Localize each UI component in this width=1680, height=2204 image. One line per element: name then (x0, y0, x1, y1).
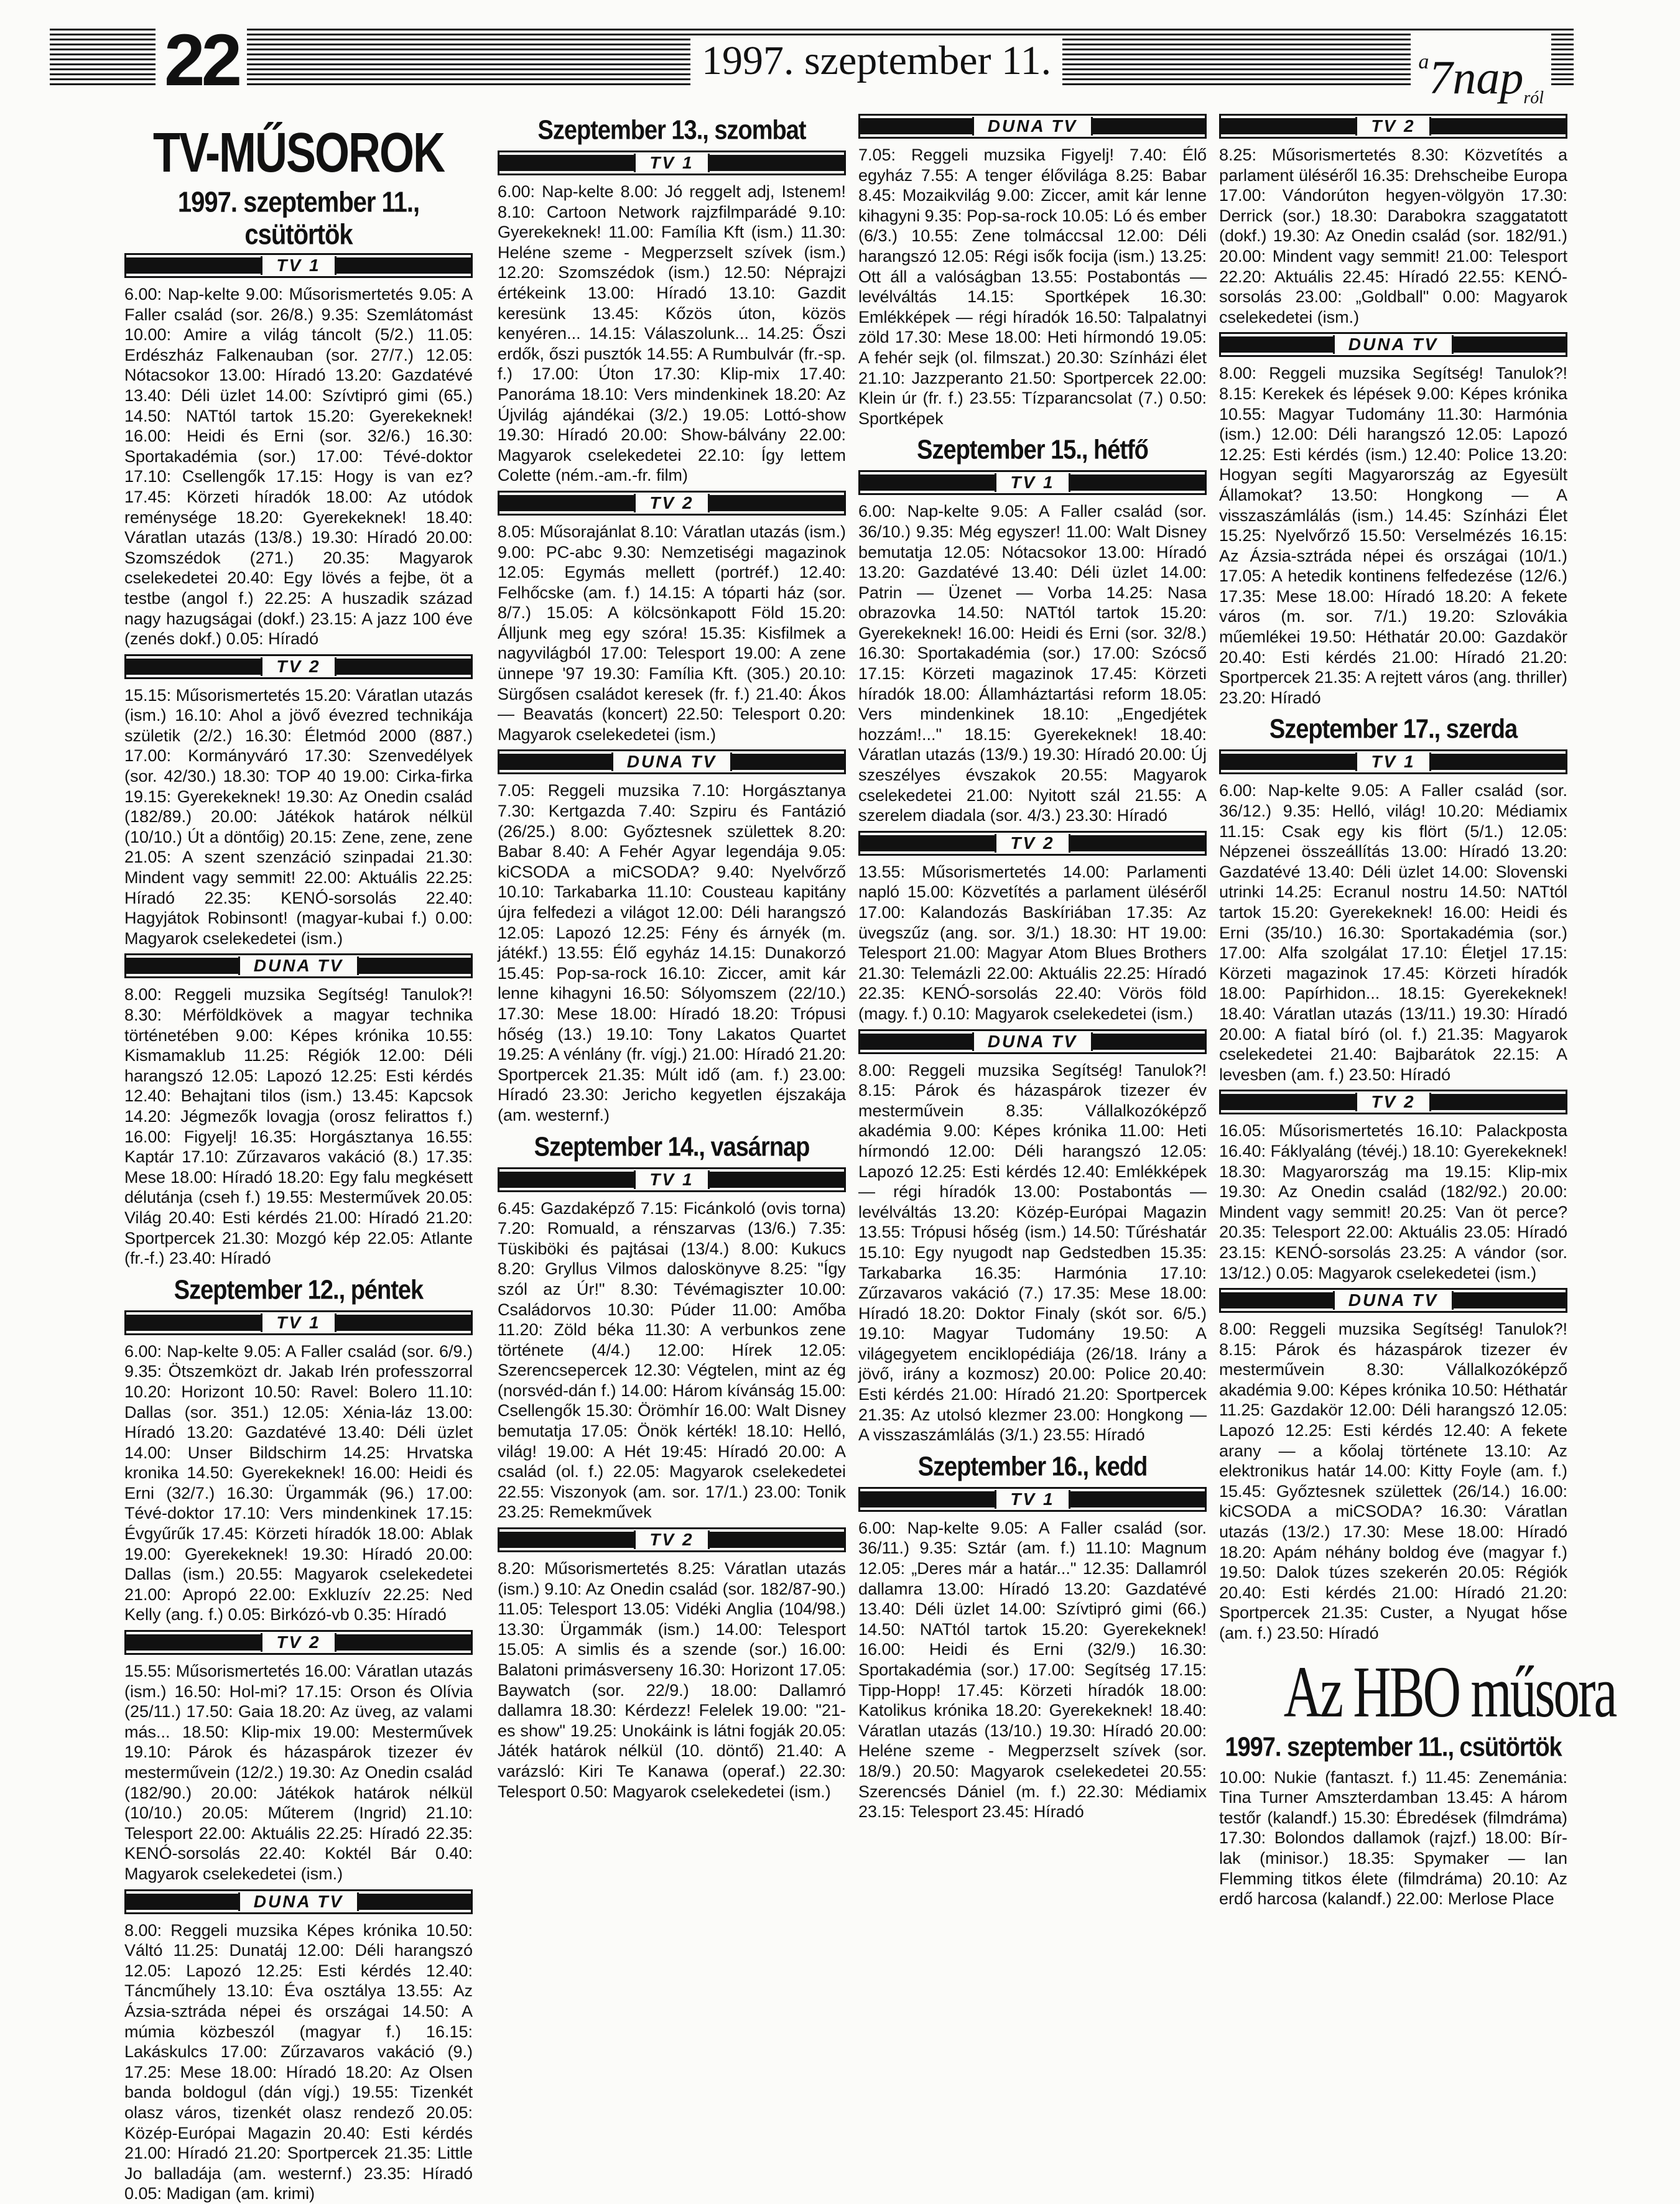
channel-header-tv1: TV 1 (498, 1167, 846, 1192)
listing-duna-sep-12: 8.00: Reggeli muzsika Képes krónika 10.50: Váltó 11.25: Dunatáj 12.00: Déli harangszó 12.05: Lapozó 12.25: Esti kérdés 12.40: Táncműhely 13.10: Éva osztálya 13.55: Az Ázsia-sztráda népei és országai 14.50: A múmia közbeszól (magyar f.) 16.15: Lakáskulcs 17.00: Zűrzavaros vakáció (9.) 17.25: Mese 18.00: Híradó 18.20: Az Olsen banda boldogul (dán vígj.) 19.55: Tizenkét olasz város, tizenkét olasz rendező 20.05: Közép-Európai Magazin 20.40: Esti kérdés 21.00: Híradó 21.20: Sportpercek 21.35: Little Jo balladája (am. westernf.) 23.35: Híradó 0.05: Madigan (am. krimi) (124, 1920, 473, 2203)
column-3 (858, 109, 1207, 2161)
channel-header-tv1: TV 1 (124, 1310, 473, 1335)
listing-tv2-sep-14: 8.20: Műsorismertetés 8.25: Váratlan utazás (ism.) 9.10: Az Onedin család (sor. 182/87-90.) 11.05: Telesport 13.05: Vidéki Anglia (104/98.) 13.30: Ürgammák (ism.) 14.00: Telesport 15.05: A simlis és a szende (sor.) 16.00: Balatoni primásverseny 16.30: Horizont 17.05: Baywatch (sor. 22/9.) 18.00: Dallamró dallamra 18.30: Kérdezz! Felelek 19.00: "21-es show" 19.25: Unokáink is látni fogják 20.05: Játék határok nélkül (10. döntő) 21.40: A varázsló: Kiri Te Kanawa (operaf.) 22.30: Telesport 0.50: Magyarok cselekedetei (ism.) (498, 1559, 846, 1801)
channel-header-duna: DUNA TV (858, 114, 1207, 139)
day-heading-sep-17: Szeptember 17., szerda (1269, 715, 1518, 745)
listing-tv1-sep-16: 6.00: Nap-kelte 9.05: A Faller család (sor. 36/11.) 9.35: Sztár (am. f.) 11.10: Magnum 12.05: „Deres már a határ..." 12.35: Dallamról dallamra 13.00: Híradó 13.20: Gazdatévé 13.40: Déli üzlet 14.00: Szívtipró gimi (66.) 14.50: NATtól tartok 15.20: Gyerekeknek! 16.00: Heidi és Erni (32/9.) 16.30: Sportakadémia (sor.) 17.00: Segítség 17.15: Tipp-Hopp! 17.45: Körzeti híradók 18.00: Katolikus krónika 18.20: Gyerekeknek! 18.40: Váratlan utazás (13/10.) 19.30: Híradó 20.00: Heléne szeme - Megperzselt szívek (sor. 18/9.) 20.50: Magyarok cselekedetei 20.55: Szerencsés Dániel (m. f.) 22.30: Médiamix 23.15: Telesport 23.45: Híradó (858, 1518, 1207, 1822)
column-4 (1219, 109, 1616, 2161)
page-title: TV-MŰSOROK (152, 122, 444, 184)
publication-logo (1411, 32, 1551, 108)
channel-header-duna: DUNA TV (498, 749, 846, 774)
day-heading-sep-13: Szeptember 13., szombat (537, 115, 806, 146)
channel-header-tv2: TV 2 (124, 654, 473, 679)
listing-duna-sep-17: 8.00: Reggeli muzsika Segítség! Tanulok?! 8.15: Párok és házaspárok tizezer év mesterművein 8.30: Vállalkozóképző akadémia 9.00: Képes krónika 10.50: Héthatár 11.25: Gazdakör 12.00: Déli harangszó 12.05: Lapozó 12.25: Esti kérdés 12.40: A fekete arany — a kőolaj története 13.10: Az elektronikus határ 14.00: Kitty Foyle (am. f.) 15.45: Győztesnek születtek (26/14.) 16.00: kiCSODA a miCSODA? 16.30: Váratlan utazás (13/2.) 17.30: Mese 18.00: Híradó 18.20: Apám néhány boldog éve (magyar f.) 19.50: Dalok túzes szekerén 20.05: Régiók 20.40: Esti kérdés 21.00: Híradó 21.20: Sportpercek 21.35: Custer, a Nyugat hőse (am. f.) 23.50: Híradó (1219, 1320, 1567, 1642)
column-1 (124, 109, 473, 2203)
channel-header-tv1: TV 1 (124, 253, 473, 278)
column-2 (498, 109, 846, 2161)
day-heading-sep-16: Szeptember 16., kedd (917, 1452, 1148, 1482)
channel-header-tv1: TV 1 (858, 1487, 1207, 1512)
channel-header-duna: DUNA TV (1219, 1288, 1567, 1313)
listing-tv1-sep-11: 6.00: Nap-kelte 9.00: Műsorismertetés 9.05: A Faller család (sor. 26/8.) 9.35: Szemlátomást 10.00: Amire a világ táncolt (5/2.) 11.05: Erdészház Falkenauban (sor. 27/7.) 12.05: Nótacsokor 13.00: Híradó 13.20: Gazdatévé 13.40: Déli üzlet 14.00: Szívtipró gimi (65.) 14.50: NATtól tartok 15.20: Gyerekeknek! 16.00: Heidi és Erni (sor. 32/6.) 16.30: Sportakadémia (sor.) 17.00: Tévé-doktor 17.10: Csellengők 17.15: Hogy is van ez? 17.45: Körzeti híradók 18.00: Az utódok reménysége 18.20: Gyerekeknek! 18.40: Váratlan utazás (13/8.) 19.30: Híradó 20.00: Szomszédok (271.) 20.35: Magyarok cselekedetei 20.40: Egy lövés a fejbe, öt a testbe (angol f.) 22.25: A huszadik század nagy hazugságai (dokf.) 23.15: A jazz 100 éve (zenés dokf.) 0.05: Híradó (124, 285, 473, 649)
issue-date: 1997. szeptember 11. (690, 36, 1062, 86)
channel-header-tv1: TV 1 (858, 470, 1207, 495)
listing-duna-sep-16: 8.00: Reggeli muzsika Segítség! Tanulok?! 8.15: Kerekek és lépések 9.00: Képes krónika 10.55: Magyar Tudomány 11.30: Harmónia (ism.) 12.00: Déli harangszó 12.05: Lapozó 12.25: Esti kérdés (ism.) 12.40: Police 13.20: Hogyan segíti Magyarország az Egyesült Államokat? 13.50: Hongkong — A visszaszámlálás (ism.) 14.45: Színházi Élet 15.25: Nyelvőrző 15.50: Verselmézés 16.15: Az Ázsia-sztráda népei és országai (10/1.) 17.05: A hetedik kontinens felfedezése (12/6.) 17.35: Mese 18.00: Híradó 18.20: A fekete város (m. sor. 7/1.) 19.20: Szlovákia műemlékei 19.50: Héthatár 20.00: Gazdakör 20.40: Esti kérdés 21.00: Híradó 21.20: Sportpercek 21.35: A rejtett város (ang. thriller) 23.20: Híradó (1219, 364, 1567, 707)
page-number: 22 (155, 24, 247, 97)
day-heading-sep-12: Szeptember 12., péntek (174, 1275, 424, 1305)
channel-header-duna: DUNA TV (1219, 332, 1567, 357)
hbo-title: Az HBO műsora (1283, 1651, 1616, 1733)
channel-header-tv2: TV 2 (498, 1527, 846, 1552)
listing-duna-sep-15: 8.00: Reggeli muzsika Segítség! Tanulok?! 8.15: Párok és házaspárok tizezer év mesterművein 8.35: Vállalkozóképző akadémia 9.00: Képes krónika 11.00: Heti hírmondó 12.00: Déli harangszó 12.05: Lapozó 12.25: Esti kérdés 12.40: Emlékképek — régi híradók 13.00: Postabontás — levélváltás 13.20: Közép-Európai Magazin 13.55: Trópusi hőség (ism.) 14.50: Tűréshatár 15.10: Egy nyugodt nap Gedstedben 15.35: Tarkabarka 16.35: Harmónia 17.10: Zűrzavaros vakáció (7.) 17.35: Mese 18.00: Híradó 18.20: Doktor Finaly (skót sor. 6/5.) 19.10: Magyar Tudomány 19.50: A világegyetem enciklopédiája (26/18. Irány a jövő, irány a kozmosz) 20.00: Police 20.40: Esti kérdés 21.00: Híradó 21.20: Sportpercek 21.35: Az utolsó klezmer 23.00: Hongkong — A visszaszámlálás (3/1.) 23.55: Híradó (858, 1060, 1207, 1445)
listing-tv1-sep-17: 6.00: Nap-kelte 9.05: A Faller család (sor. 36/12.) 9.35: Helló, világ! 10.20: Médiamix 11.15: Csak egy kis flört (5/1.) 12.05: Népzenei összeállítás 13.00: Híradó 13.20: Gazdatévé 13.40: Déli üzlet 14.00: Slovenski utrinki 14.25: Ecranul nostru 14.50: NATtól tartok 15.20: Gyerekeknek! 16.00: Heidi és Erni (35/10.) 16.30: Sportakadémia (sor.) 17.00: Alfa szolgálat 17.10: Életjel 17.15: Körzeti magazinok 17.45: Körzeti híradók 18.00: Papírhidon... 18.15: Gyerekeknek! 18.40: Váratlan utazás (13/11.) 19.30: Híradó 20.00: A fiatal bíró (ol. f.) 21.35: Magyarok cselekedetei 21.40: Bajbarátok 22.15: A levesben (am. f.) 23.50: Híradó (1219, 781, 1567, 1084)
channel-header-duna: DUNA TV (858, 1029, 1207, 1054)
listing-duna-sep-13: 7.05: Reggeli muzsika 7.10: Horgásztanya 7.30: Kertgazda 7.40: Szpiru és Fantázió (26/25.) 8.00: Győztesnek születtek 8.20: Babar 8.40: A Fehér Agyar legendája 9.05: kiCSODA a miCSODA? 9.40: Nyelvőrző 10.10: Tarkabarka 11.10: Cousteau kapitány újra felfedezi a világot 12.00: Déli harangszó 12.05: Lapozó 12.25: Fény és árnyék (m. játékf.) 13.55: Élő egyház 14.15: Dunakorzó 15.45: Pop-sa-rock 16.10: Ziccer, amit kár lenne kihagyni 16.50: Sólyomszem (22/10.) 17.30: Mese 18.00: Híradó 18.20: Trópusi hőség (13.) 19.10: Tony Lakatos Quartet 19.25: A vénlány (fr. vígj.) 21.00: Híradó 21.20: Sportpercek 21.35: Múlt idő (am. f.) 23.00: Híradó 23.30: Jericho kegyetlen éjszakája (am. westernf.) (498, 781, 846, 1124)
listing-tv1-sep-14: 6.45: Gazdaképző 7.15: Ficánkoló (ovis torna) 7.20: Romuald, a rénszarvas (13/6.) 7.35: Tüskiböki és pajtásai (13/4.) 8.00: Kukucs 8.20: Gryllus Vilmos daloskönyve 8.25: "Így szól az Úr!" 8.30: Tévémagiszter 10.00: Családorvos 10.30: Púder 11.00: Amőba 11.20: Zöld béka 11.30: A verbunkos zene története (4/4.) 12.00: Hírek 12.05: Szerencsepercek 12.30: Végtelen, mint az ég (norsvéd-dán f.) 14.00: Három kívánság 15.00: Csellengők 15.30: Örömhír 16.00: Walt Disney bemutatja 17.05: Önök kérték! 18.10: Helló, világ! 19.00: A Hét 19:45: Híradó 20.00: A család (ol. f.) 22.05: Magyarok cselekedetei 22.55: Viszonyok (am. sor. 17/1.) 23.00: Tonik 23.25: Remekművek (498, 1198, 846, 1522)
listing-duna-sep-11: 8.00: Reggeli muzsika Segítség! Tanulok?! 8.30: Mérföldkövek a magyar technika történetében 9.00: Képes krónika 10.55: Kismamaklub 11.25: Régiók 12.00: Déli harangszó 12.05: Lapozó 12.25: Esti kérdés 12.40: Behajtani tilos (ism.) 13.45: Kapcsok 14.20: Jégmezők lovagja (orosz felirattos f.) 16.00: Figyelj! 16.35: Horgásztanya 16.55: Kaptár 17.10: Zűrzavaros vakáció (8.) 17.35: Mese 18.00: Híradó 18.20: Egy falu megkésett délutánja (cseh f.) 19.55: Mesterművek 20.05: Világ 20.40: Esti kérdés 21.00: Híradó 21.20: Sportpercek 21.30: Mozgó kép 22.05: Atlante (fr.-f.) 23.40: Híradó (124, 985, 473, 1268)
listing-tv2-sep-17: 16.05: Műsorismertetés 16.10: Palackposta 16.40: Fáklyaláng (tévéj.) 18.10: Gyerekeknek! 18.30: Magyarország ma 19.15: Klip-mix 19.30: Az Onedin család (182/92.) 20.00: Mindent vagy semmit! 20.25: Van öt perce? 20.35: Telesport 22.00: Aktuális 23.05: Híradó 23.15: KENÓ-sorsolás 23.25: A vándor (sor. 13/12.) 0.05: Magyarok cselekedetei (ism.) (1219, 1121, 1567, 1282)
listing-tv1-sep-15: 6.00: Nap-kelte 9.05: A Faller család (sor. 36/10.) 9.35: Még egyszer! 11.00: Walt Disney bemutatja 12.05: Nótacsokor 13.00: Híradó 13.20: Gazdatévé 13.40: Déli üzlet 14.00: Patrin — Üzenet — Vorba 14.25: Nasa obrazovka 14.50: NATtól tartok 15.20: Gyerekeknek! 16.00: Heidi és Erni (sor. 32/8.) 16.30: Sportakadémia (sor.) 17.00: Szócső 17.15: Körzeti magazinok 17.45: Körzeti híradók 18.00: Államháztartási reform 18.05: Vers mindenkinek 18.10: „Engedjétek hozzám!..." 18.15: Gyerekeknek! 18.40: Váratlan utazás (13/9.) 19.30: Híradó 20.00: Új szeszélyes évszakok 20.55: Magyarok cselekedetei 21.00: Nyitott szál 21.55: A szerelem diadala (sor. 4/3.) 23.30: Híradó (858, 502, 1207, 825)
channel-header-tv2: TV 2 (1219, 114, 1567, 139)
day-heading-sep-11: 1997. szeptember 11., csütörtök (177, 187, 420, 251)
listing-tv2-sep-15: 13.55: Műsorismertetés 14.00: Parlamenti napló 15.00: Közvetítés a parlament üléséről 17.00: Kalandozás Baskíriában 17.35: Az üvegszűz (ang. sor. 3/1.) 18.30: HT 19.00: Telesport 21.00: Magyar Atom Blues Brothers 21.30: Telemázli 22.00: Aktuális 22.25: Híradó 22.35: KENÓ-sorsolás 22.40: Vörös föld (magy. f.) 0.10: Magyarok cselekedetei (ism.) (858, 862, 1207, 1023)
channel-header-tv2: TV 2 (498, 491, 846, 516)
day-heading-sep-14: Szeptember 14., vasárnap (534, 1132, 810, 1162)
day-heading-sep-15: Szeptember 15., hétfő (917, 435, 1148, 466)
listing-tv2-sep-13: 8.05: Műsorajánlat 8.10: Váratlan utazás (ism.) 9.00: PC-abc 9.30: Nemzetiségi magazinok 12.05: Egymás mellett (portréf.) 12.40: Felhőcske (am. f.) 14.15: A tóparti ház (sor. 8/7.) 15.05: A kölcsönkapott Föld 15.20: Álljunk meg egy szóra! 15.35: Kisfilmek a nagyvilágból 17.00: Telesport 19.00: A zene ünnepe '97 19.30: Família Kft. (305.) 20.10: Sürgősen családot keresek (fr. f.) 21.40: Ákos — Beavatás (koncert) 22.50: Telesport 0.20: Magyarok cselekedetei (ism.) (498, 522, 846, 744)
listing-tv1-sep-13: 6.00: Nap-kelte 8.00: Jó reggelt adj, Istenem! 8.10: Cartoon Network rajzfilmparádé 9.10: Gyerekeknek! 11.00: Família Kft (ism.) 11.30: Heléne szeme - Megperzselt szívek (ism.) 12.20: Szomszédok (ism.) 12.50: Néprajzi értékeink 13.00: Híradó 13.10: Gazdit keresünk 13.45: Kőzös úton, közös kenyéren... 14.15: Válaszolunk... 14.25: Őszi erdők, őszi pusztók 14.55: A Rumbulvár (fr.-sp. f.) 17.00: Úton 17.30: Klip-mix 17.40: Panoráma 18.10: Vers mindenkinek 18.20: Az Újvilág ajándékai (3/2.) 19.05: Lottó-show 19.30: Híradó 20.00: Show-bálvány 22.00: Magyarok cselekedetei 22.10: Így lettem Colette (ném.-am.-fr. film) (498, 182, 846, 485)
channel-header-duna: DUNA TV (124, 1889, 473, 1914)
logo-prefix: a (1418, 50, 1429, 73)
listing-duna-sep-14: 7.05: Reggeli muzsika Figyelj! 7.40: Élő egyház 7.55: A tenger élővilága 8.25: Babar 8.45: Mozaikvilág 9.00: Ziccer, amit kár lenne kihagyni 9.35: Pop-sa-rock 10.05: Ló és ember (6/3.) 10.55: Zene tolmáccsal 12.00: Déli harangszó 12.05: Régi isők focija (ism.) 13.25: Ott áll a valóságban 13.55: Postabontás — levélváltás 14.15: Sportképek 16.30: Emlékképek — régi híradók 16.50: Talpalatnyi zöld 17.30: Mese 18.00: Heti hírmondó 19.05: A fehér sejk (ol. filmszat.) 20.30: Színházi élet 21.10: Jazzperanto 21.50: Sportpercek 22.00: Klein úr (fr. f.) 23.55: Tízparancsolat (7.) 0.50: Sportképek (858, 146, 1207, 428)
listing-tv2-sep-11: 15.15: Műsorismertetés 15.20: Váratlan utazás (ism.) 16.10: Ahol a jövő évezred technikája születik (2/2.) 16.30: Életmód 2000 (887.) 17.00: Kormányváró 17.30: Szenvedélyek (sor. 42/30.) 18.30: TOP 40 19.00: Cirka-firka 19.15: Gyerekeknek! 19.30: Az Onedin család (182/89.) 20.00: Játékok határok nélkül (10/10.) Út a döntőig) 20.15: Zene, zene, zene 21.05: A szent szenzáció szinpadai 21.30: Mindent vagy semmit! 22.00: Aktuális 22.25: Híradó 22.35: KENÓ-sorsolás 22.40: Hagyjátok Robinsont! (magyar-kubai f.) 0.00: Magyarok cselekedetei (ism.) (124, 685, 473, 948)
listing-tv1-sep-12: 6.00: Nap-kelte 9.05: A Faller család (sor. 6/9.) 9.35: Ötszemközt dr. Jakab Irén professzorral 10.20: Horizont 10.50: Ravel: Bolero 11.10: Dallas (sor. 351.) 12.05: Xénia-láz 13.00: Híradó 13.20: Gazdatévé 13.40: Déli üzlet 14.00: Unser Bildschirm 14.25: Hrvatska kronika 14.50: Gyerekeknek! 16.00: Heidi és Erni (32/7.) 16.30: Ürgammák (96.) 17.00: Tévé-doktor 17.10: Vers mindenkinek 17.15: Évgyűrűk 17.45: Körzeti híradók 18.00: Ablak 19.00: Gyerekeknek! 19.30: Híradó 20.00: Dallas (ism.) 20.55: Magyarok cselekedetei 21.00: Apropó 22.00: Exkluzív 22.25: Ned Kelly (ang. f.) 0.05: Birkózó-vb 0.35: Híradó (124, 1341, 473, 1624)
listing-hbo-sep-11: 10.00: Nukie (fantaszt. f.) 11.45: Zenemánia: Tina Turner Amszterdamban 13.45: A három testőr (kalandf.) 15.30: Ébredések (filmdráma) 17.30: Bolondos dallamok (rajzf.) 18.00: Bír-lak (minisor.) 18.35: Spymaker — Ian Flemming titkos élete (filmdráma) 20.10: Az erdő harcosa (kalandf.) 22.00: Merlose Place (1219, 1767, 1567, 1909)
channel-header-tv2: TV 2 (858, 831, 1207, 856)
channel-header-tv1: TV 1 (1219, 749, 1567, 774)
masthead (37, 19, 1574, 108)
channel-header-tv2: TV 2 (1219, 1090, 1567, 1114)
listing-tv2-sep-16: 8.25: Műsorismertetés 8.30: Közvetítés a parlament üléséről 16.35: Drehscheibe Europa 17.00: Vándorúton hegyen-völgyön 17.30: Derrick (sor.) 18.30: Darabokra szaggatatott (dokf.) 19.30: Az Onedin család (sor. 182/91.) 20.00: Mindent vagy semmit! 21.00: Telesport 22.20: Aktuális 22.45: Híradó 22.55: KENÓ-sorsolás 23.00: „Goldball" 0.00: Magyarok cselekedetei (ism.) (1219, 146, 1567, 326)
logo-main: 7nap (1429, 52, 1524, 104)
listing-tv2-sep-12: 15.55: Műsorismertetés 16.00: Váratlan utazás (ism.) 16.50: Hol-mi? 17.15: Orson és Olívia (25/11.) 17.50: Gaia 18.20: Az üveg, az valami más... 18.50: Klip-mix 19.00: Mesterművek 19.10: Párok és házaspárok tizezer év mesterművein (12/2.) 19.30: Az Onedin család (182/90.) 20.00: Játékok határok nélkül (10/10.) 20.05: Műterem (Ingrid) 21.10: Telesport 22.00: Aktuális 22.25: Híradó 22.35: KENÓ-sorsolás 22.40: Koktél Bár 0.40: Magyarok cselekedetei (ism.) (124, 1662, 473, 1883)
hbo-section (1219, 1651, 1616, 1909)
channel-header-tv1: TV 1 (498, 150, 846, 175)
channel-header-duna: DUNA TV (124, 953, 473, 978)
channel-header-tv2: TV 2 (124, 1630, 473, 1655)
hbo-day-heading: 1997. szeptember 11., csütörtök (1225, 1732, 1562, 1762)
logo-suffix: ról (1523, 88, 1544, 108)
